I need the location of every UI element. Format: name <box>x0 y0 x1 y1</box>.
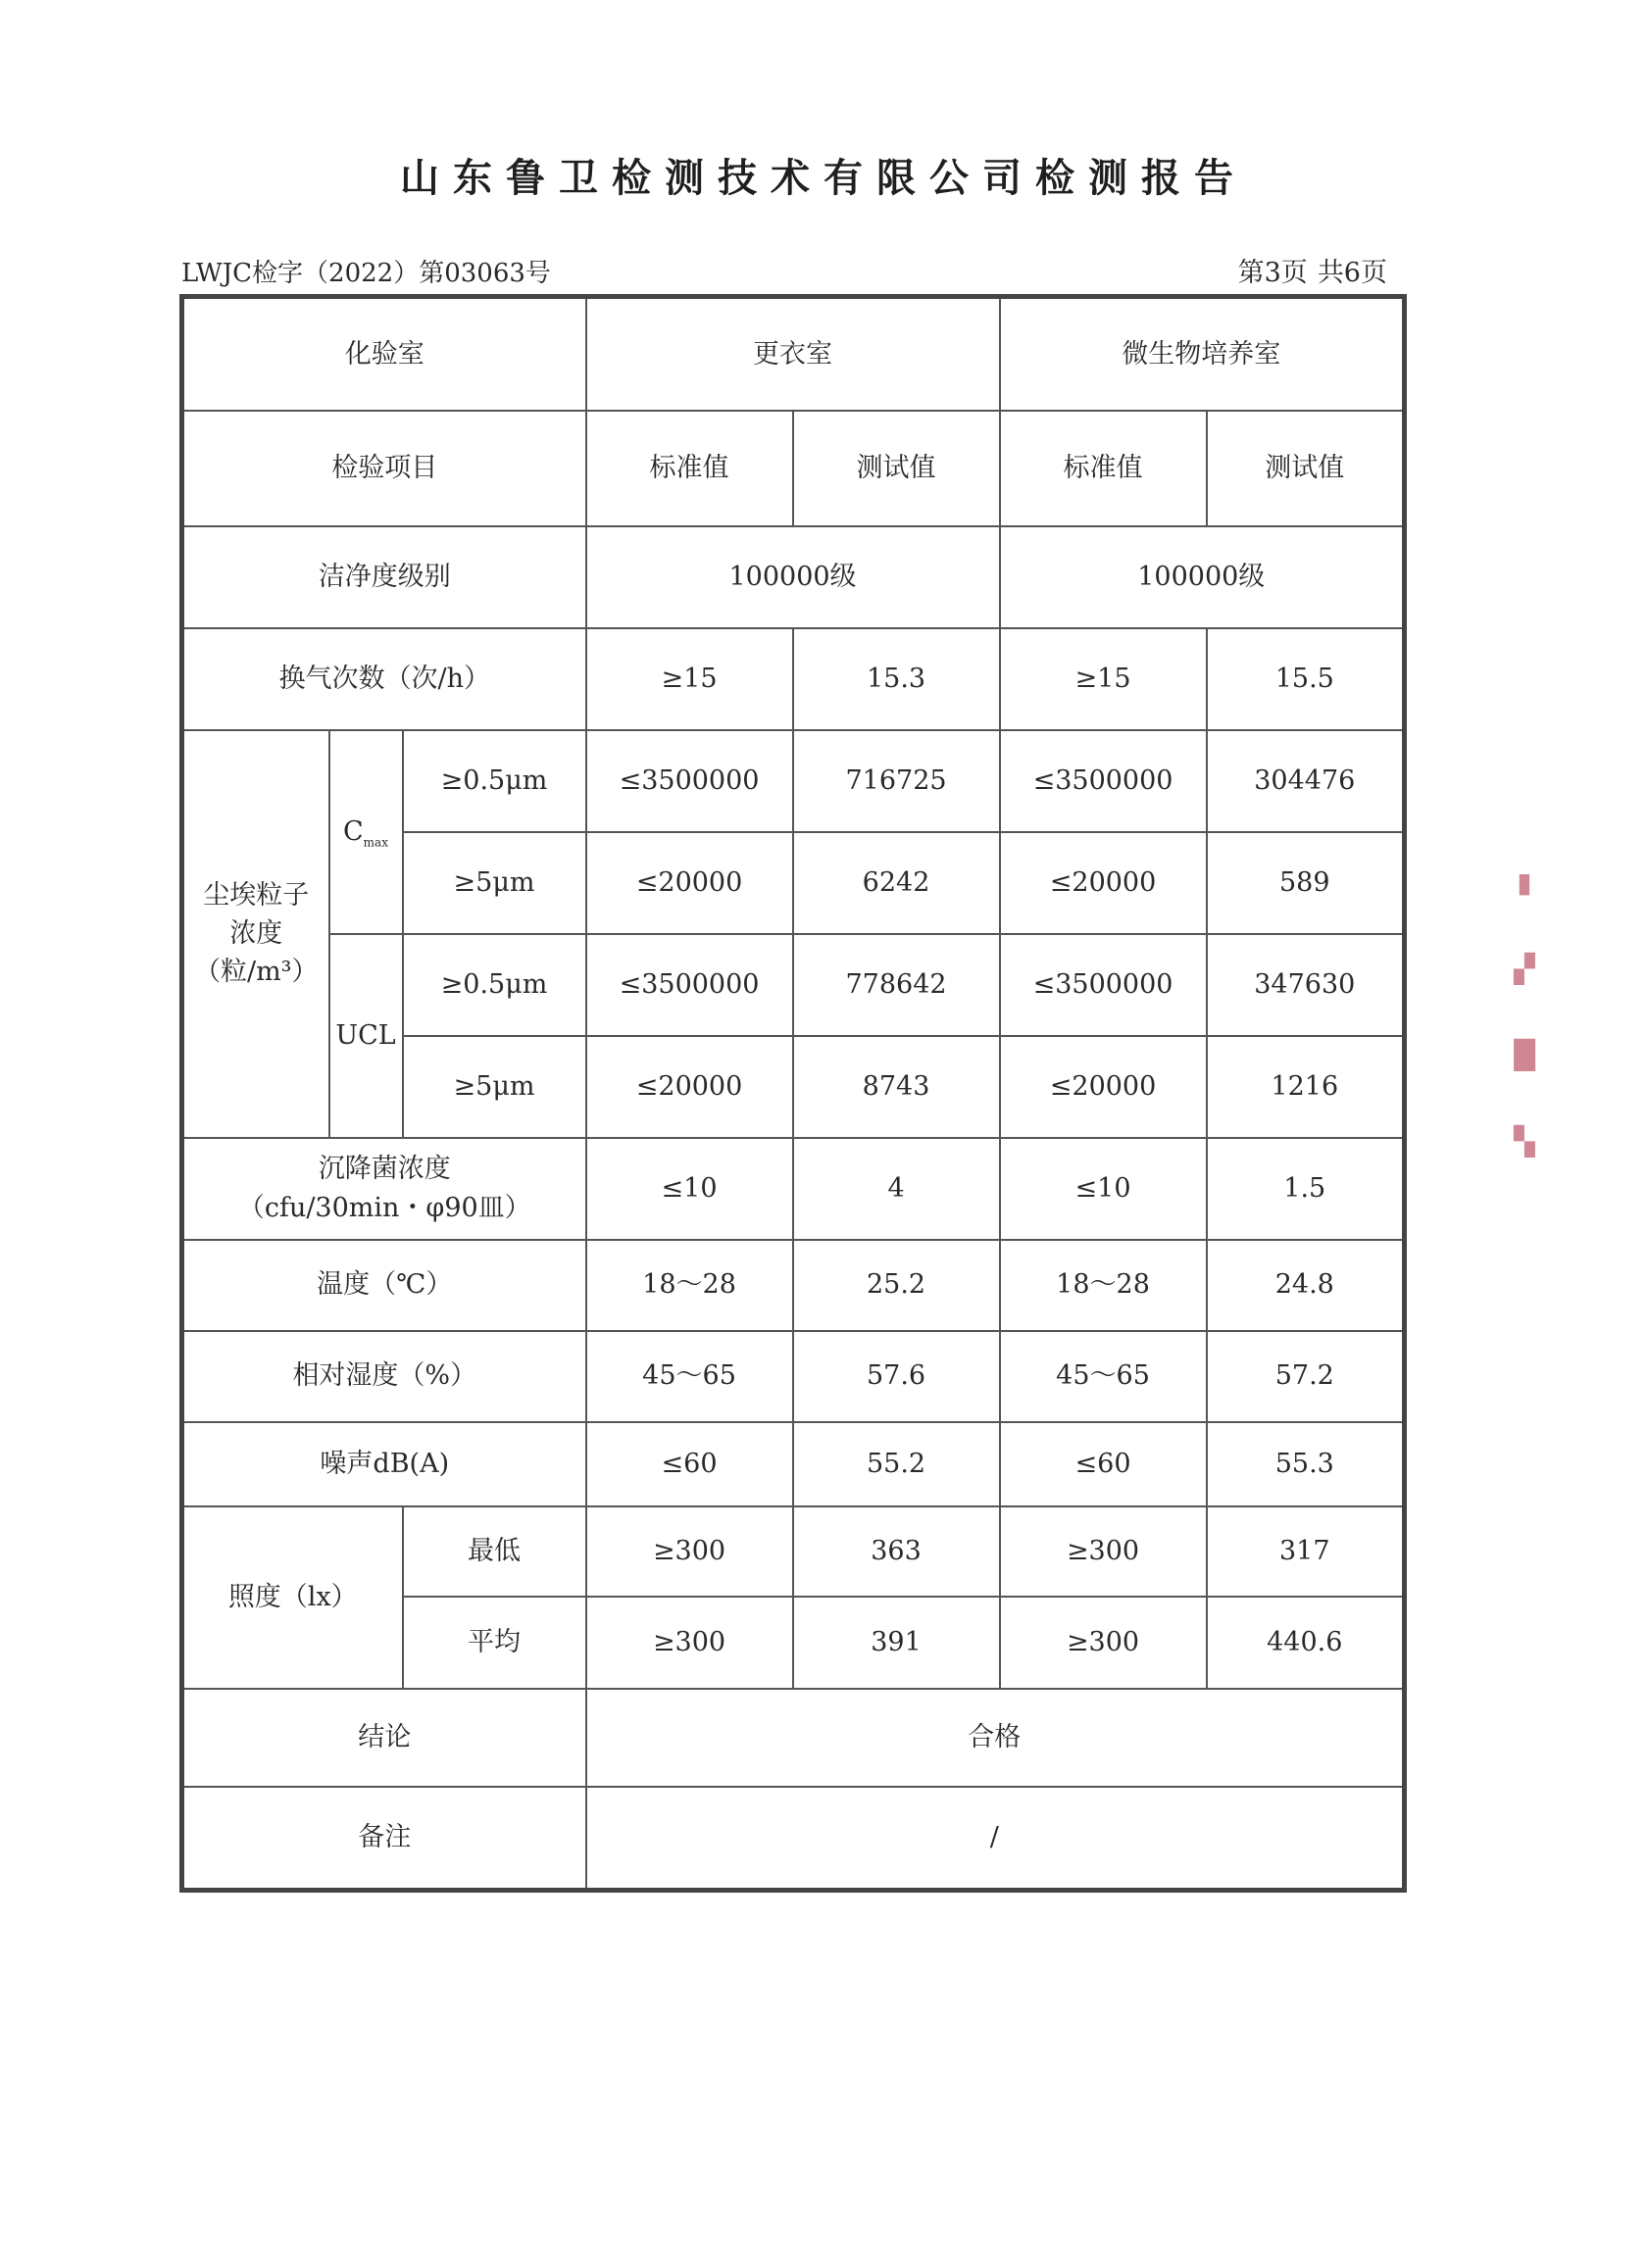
table-row <box>182 1422 1405 1506</box>
temperature-std1: 18～28 <box>586 1240 793 1331</box>
dust-cell: 347630 <box>1207 934 1405 1036</box>
size-5-label: ≥5μm <box>403 832 586 934</box>
dust-cell: 1216 <box>1207 1036 1405 1138</box>
conclusion-value: 合格 <box>586 1689 1405 1787</box>
settling-std2: ≤10 <box>1000 1138 1207 1240</box>
dust-cell: ≤3500000 <box>586 934 793 1036</box>
cleanliness-room1: 100000级 <box>586 526 1000 628</box>
noise-test2: 55.3 <box>1207 1422 1405 1506</box>
dust-cell: ≤3500000 <box>586 730 793 832</box>
stamp-mark: ▚ <box>1514 1125 1535 1158</box>
air-change-test2: 15.5 <box>1207 628 1405 730</box>
cleanliness-label: 洁净度级别 <box>182 526 586 628</box>
illuminance-avg-std1: ≥300 <box>586 1597 793 1689</box>
lab-label: 化验室 <box>182 297 586 411</box>
illuminance-avg-test1: 391 <box>793 1597 1000 1689</box>
test-header-room1: 测试值 <box>793 411 1000 526</box>
report-title: 山东鲁卫检测技术有限公司检测报告 <box>400 155 1247 201</box>
settling-label-line2: （cfu/30min・φ90皿） <box>237 1192 531 1223</box>
dust-cell: ≤20000 <box>586 1036 793 1138</box>
std-header-room1: 标准值 <box>586 411 793 526</box>
dust-label-line3: （粒/m³） <box>193 957 319 988</box>
table-row <box>182 1506 1405 1597</box>
illuminance-min-test1: 363 <box>793 1506 1000 1597</box>
settling-label <box>182 1138 586 1240</box>
settling-test2: 1.5 <box>1207 1138 1405 1240</box>
illuminance-min-label: 最低 <box>403 1506 586 1597</box>
dust-cell: 589 <box>1207 832 1405 934</box>
size-05-label: ≥0.5μm <box>403 730 586 832</box>
cmax-sub: max <box>363 835 388 849</box>
table-row <box>182 1331 1405 1422</box>
remarks-label: 备注 <box>182 1787 586 1891</box>
dust-cell: 716725 <box>793 730 1000 832</box>
table-row <box>182 628 1405 730</box>
dust-label <box>182 730 329 1138</box>
illuminance-min-std2: ≥300 <box>1000 1506 1207 1597</box>
temperature-test1: 25.2 <box>793 1240 1000 1331</box>
dust-cell: 778642 <box>793 934 1000 1036</box>
dust-cell: 8743 <box>793 1036 1000 1138</box>
table-row <box>182 411 1405 526</box>
dust-label-line1: 尘埃粒子 <box>203 879 310 911</box>
dust-cell: 304476 <box>1207 730 1405 832</box>
size-05-label: ≥0.5μm <box>403 934 586 1036</box>
noise-std2: ≤60 <box>1000 1422 1207 1506</box>
humidity-test1: 57.6 <box>793 1331 1000 1422</box>
conclusion-label: 结论 <box>182 1689 586 1787</box>
item-label: 检验项目 <box>182 411 586 526</box>
room2-header: 微生物培养室 <box>1000 297 1405 411</box>
cmax-main: C <box>343 815 364 847</box>
dust-cell: ≤3500000 <box>1000 730 1207 832</box>
test-results-table <box>179 294 1407 1893</box>
dust-cell: 6242 <box>793 832 1000 934</box>
air-change-test1: 15.3 <box>793 628 1000 730</box>
settling-label-line1: 沉降菌浓度 <box>318 1154 451 1185</box>
noise-test1: 55.2 <box>793 1422 1000 1506</box>
seal-stamp-fragment <box>1505 863 1544 1176</box>
temperature-label: 温度（℃） <box>182 1240 586 1331</box>
ucl-label: UCL <box>329 934 403 1138</box>
humidity-std1: 45～65 <box>586 1331 793 1422</box>
illuminance-avg-std2: ≥300 <box>1000 1597 1207 1689</box>
std-header-room2: 标准值 <box>1000 411 1207 526</box>
settling-std1: ≤10 <box>586 1138 793 1240</box>
temperature-std2: 18～28 <box>1000 1240 1207 1331</box>
room1-header: 更衣室 <box>586 297 1000 411</box>
air-change-std2: ≥15 <box>1000 628 1207 730</box>
humidity-test2: 57.2 <box>1207 1331 1405 1422</box>
cmax-label <box>329 730 403 934</box>
dust-cell: ≤3500000 <box>1000 934 1207 1036</box>
report-number: LWJC检字（2022）第03063号 <box>181 259 551 288</box>
page-info <box>1108 251 1387 289</box>
dust-cell: ≤20000 <box>1000 1036 1207 1138</box>
table-row <box>182 1689 1405 1787</box>
dust-label-line2: 浓度 <box>229 917 283 949</box>
table-row <box>182 1138 1405 1240</box>
dust-cell: ≤20000 <box>1000 832 1207 934</box>
table-row <box>182 1787 1405 1891</box>
stamp-mark: █ <box>1514 1039 1535 1071</box>
remarks-value: / <box>586 1787 1405 1891</box>
noise-std1: ≤60 <box>586 1422 793 1506</box>
temperature-test2: 24.8 <box>1207 1240 1405 1331</box>
stamp-mark: ▮ <box>1517 866 1532 899</box>
page-total: 共6页 <box>1317 258 1387 288</box>
air-change-label: 换气次数（次/h） <box>182 628 586 730</box>
illuminance-min-test2: 317 <box>1207 1506 1405 1597</box>
humidity-label: 相对湿度（%） <box>182 1331 586 1422</box>
test-header-room2: 测试值 <box>1207 411 1405 526</box>
table-row <box>182 934 1405 1036</box>
table-row <box>182 297 1405 411</box>
page-number: 第3页 <box>1237 258 1308 288</box>
illuminance-avg-label: 平均 <box>403 1597 586 1689</box>
illuminance-avg-test2: 440.6 <box>1207 1597 1405 1689</box>
dust-cell: ≤20000 <box>586 832 793 934</box>
noise-label: 噪声dB(A) <box>182 1422 586 1506</box>
illuminance-label: 照度（lx） <box>182 1506 403 1689</box>
stamp-mark: ▞ <box>1514 953 1535 985</box>
cleanliness-room2: 100000级 <box>1000 526 1405 628</box>
table-row <box>182 1240 1405 1331</box>
illuminance-min-std1: ≥300 <box>586 1506 793 1597</box>
table-row <box>182 526 1405 628</box>
size-5-label: ≥5μm <box>403 1036 586 1138</box>
air-change-std1: ≥15 <box>586 628 793 730</box>
humidity-std2: 45～65 <box>1000 1331 1207 1422</box>
table-row <box>182 730 1405 832</box>
settling-test1: 4 <box>793 1138 1000 1240</box>
